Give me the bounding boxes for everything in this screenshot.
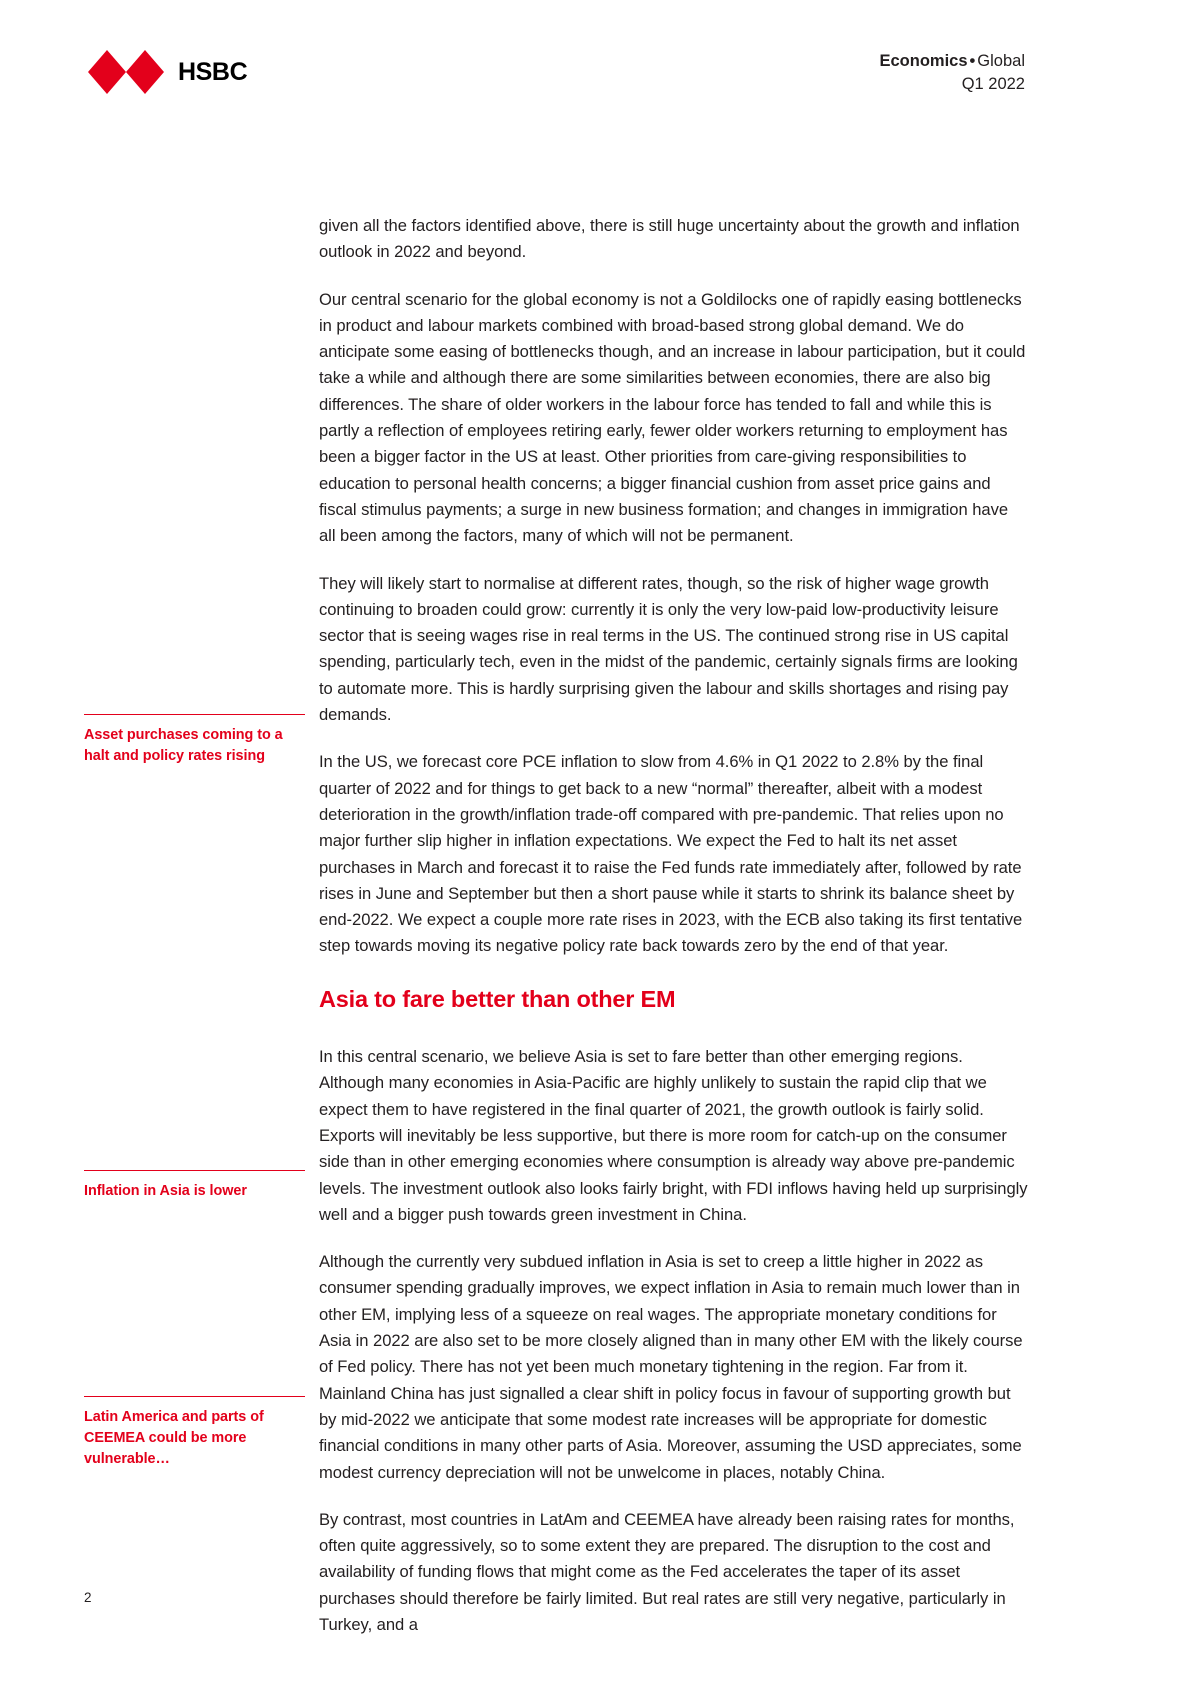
paragraph-2: Our central scenario for the global economy is not a Goldilocks one of rapidly easing bottlenecks in product and labour markets combined with broad-based strong global demand. We do anticipate some easing of bottlenecks though, and an increase in labour participation, but it could take a while and although there are some similarities between economies, there are also big differences. The share of older workers in the labour force has tended to fall and while this is partly a reflection of employees retiring early, fewer older workers returning to employment has been a bigger factor in the US at least. Other priorities from care-giving responsibilities to education to personal health concerns; a bigger financial cushion from asset price gains and fiscal stimulus payments; a surge in new business formation; and changes in immigration have all been among the factors, many of which will not be permanent. bbox=[319, 289, 1026, 546]
main-text-column bbox=[319, 213, 1028, 1659]
hsbc-hexagon-icon bbox=[88, 50, 164, 94]
header-publication: Economics bbox=[879, 52, 968, 70]
margin-note-inflation-asia bbox=[84, 1170, 305, 1202]
margin-note-latam-ceemea bbox=[84, 1396, 305, 1470]
margin-note-text: Latin America and parts of CEEMEA could be more vulnerable… bbox=[84, 1409, 264, 1467]
page-header bbox=[0, 0, 1190, 128]
paragraph-4: In the US, we forecast core PCE inflation to slow from 4.6% in Q1 2022 to 2.8% by the final quarter of 2022 and for things to get back to a new “normal” thereafter, albeit with a modest deterioration in the growth/inflation trade-off compared with pre-pandemic. That relies upon no major further slip higher in inflation expectations. We expect the Fed to halt its net asset purchases in March and forecast it to raise the Fed funds rate immediately after, followed by rate rises in June and September but then a short pause while it starts to shrink its balance sheet by end-2022. We expect a couple more rate rises in 2023, with the ECB also taking its first tentative step towards moving its negative policy rate back towards zero by the end of that year. bbox=[319, 752, 1023, 956]
header-publication-line bbox=[879, 50, 1025, 73]
page-number: 2 bbox=[84, 1590, 92, 1605]
margin-note-text: Inflation in Asia is lower bbox=[84, 1183, 247, 1199]
header-bullet: • bbox=[969, 52, 976, 70]
hsbc-wordmark: HSBC bbox=[178, 57, 248, 86]
header-issue: Q1 2022 bbox=[961, 75, 1025, 94]
margin-note-text: Asset purchases coming to a halt and policy rates rising bbox=[84, 727, 283, 764]
paragraph-1: given all the factors identified above, there is still huge uncertainty about the growth and inflation outlook in 2022 and beyond. bbox=[319, 216, 1020, 262]
paragraph-7: By contrast, most countries in LatAm and CEEMEA have already been raising rates for months, often quite aggressively, so to some extent they are prepared. The disruption to the cost and availability of funding flows that might come as the Fed accelerates the taper of its asset purchases should therefore be fairly limited. But real rates are still very negative, particularly in Turkey, and a bbox=[319, 1509, 1015, 1635]
paragraph-6: Although the currently very subdued inflation in Asia is set to creep a little higher in 2022 as consumer spending gradually improves, we expect inflation in Asia to remain much lower than in other EM, implying less of a squeeze on real wages. The appropriate monetary conditions for Asia in 2022 are also set to be more closely aligned than in many other EM with the likely course of Fed policy. There has not yet been much monetary tightening in the region. Far from it. Mainland China has just signalled a clear shift in policy focus in favour of supporting growth but by mid-2022 we anticipate that some modest rate increases will be appropriate for domestic financial conditions in many other parts of Asia. Moreover, assuming the USD appreciates, some modest currency depreciation will not be unwelcome in places, notably China. bbox=[319, 1252, 1023, 1482]
paragraph-5: In this central scenario, we believe Asia is set to fare better than other emerging regions. Although many economies in Asia-Pacific are highly unlikely to sustain the rapid clip that we expect them to have registered in the final quarter of 2021, the growth outlook is fairly solid. Exports will inevitably be less supportive, but there is more room for catch-up on the consumer side than in other emerging economies where consumption is already way above pre-pandemic levels. The investment outlook also looks fairly bright, with FDI inflows having held up surprisingly well and a bigger push towards green investment in China. bbox=[319, 1047, 1028, 1224]
header-meta bbox=[879, 50, 1025, 97]
header-region: Global bbox=[977, 52, 1025, 70]
paragraph-3: They will likely start to normalise at different rates, though, so the risk of higher wage growth continuing to broaden could grow: currently it is only the very low-paid low-productivity leisure sector that is seeing wages rise in real terms in the US. The continued strong rise in US capital spending, particularly tech, even in the midst of the pandemic, certainly signals firms are looking to automate more. This is hardly surprising given the labour and skills shortages and rising pay demands. bbox=[319, 573, 1018, 725]
section-heading-asia: Asia to fare better than other EM bbox=[319, 985, 676, 1012]
hsbc-logo bbox=[88, 50, 247, 94]
margin-note-asset-purchases bbox=[84, 714, 305, 767]
